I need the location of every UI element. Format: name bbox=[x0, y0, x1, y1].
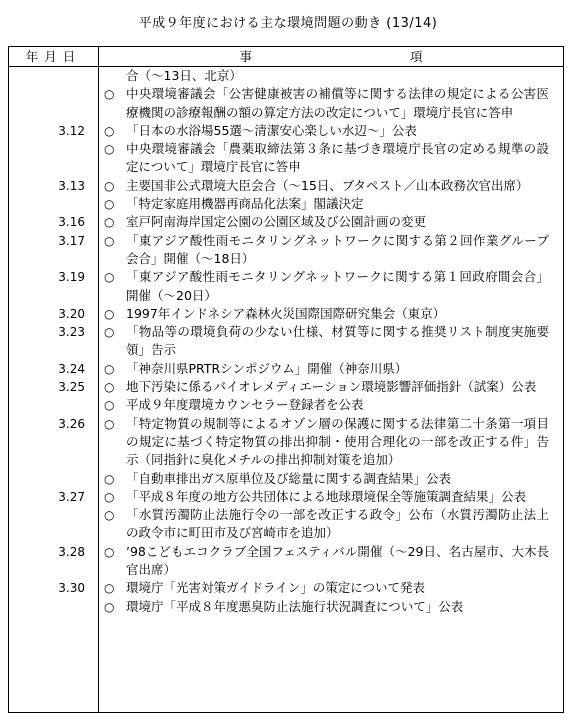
event-text: 「東アジア酸性雨モニタリングネットワークに関する第２回作業グループ会合」開催（～18日） bbox=[126, 232, 549, 266]
list-item bbox=[104, 378, 549, 396]
event-text: 1997年インドネシア森林火災国際国際研究集会（東京） bbox=[126, 305, 446, 321]
event-text: 「水質汚濁防止法施行令の一部を改正する政令」公布（水質汚濁防止法上の政令市に町田市及び宮崎市を追加） bbox=[126, 507, 549, 541]
list-item bbox=[104, 488, 549, 506]
event-text: 「神奈川県PRTRシンポジウム」開催（神奈川県） bbox=[126, 360, 408, 376]
table-row bbox=[9, 323, 563, 360]
table-row bbox=[9, 67, 563, 85]
list-item bbox=[104, 140, 549, 177]
row-content bbox=[99, 360, 563, 378]
row-date bbox=[9, 506, 99, 543]
header-event-1: 事 bbox=[239, 49, 253, 64]
table-row bbox=[9, 415, 563, 470]
list-item bbox=[104, 543, 549, 580]
event-text: 平成９年度環境カウンセラー登録者を公表 bbox=[126, 397, 364, 413]
list-item bbox=[104, 360, 549, 378]
row-content bbox=[99, 378, 563, 396]
bullet-icon: ○ bbox=[104, 416, 115, 431]
table-row bbox=[9, 360, 563, 378]
bullet-icon: ○ bbox=[104, 233, 115, 248]
bullet-icon: ○ bbox=[104, 178, 115, 193]
event-text: 中央環境審議会「農薬取締法第３条に基づき環境庁長官の定める規準の設定について」環境庁長官に答申 bbox=[126, 141, 549, 175]
list-item bbox=[104, 122, 549, 140]
row-date bbox=[9, 195, 99, 213]
bullet-icon: ○ bbox=[104, 471, 115, 486]
table-row bbox=[9, 470, 563, 488]
row-content bbox=[99, 470, 563, 488]
row-date: 3.16 bbox=[58, 215, 85, 230]
table-row bbox=[9, 213, 563, 231]
row-content bbox=[99, 488, 563, 506]
table-row bbox=[9, 195, 563, 213]
bullet-icon: ○ bbox=[104, 380, 115, 395]
list-item bbox=[104, 579, 549, 597]
header-date: 年月日 bbox=[9, 47, 99, 66]
row-content bbox=[99, 305, 563, 323]
list-item bbox=[104, 67, 549, 85]
row-content bbox=[99, 177, 563, 195]
bullet-icon: ○ bbox=[104, 544, 115, 559]
row-content bbox=[99, 213, 563, 231]
row-date: 3.17 bbox=[58, 233, 85, 248]
table-row bbox=[9, 598, 563, 616]
table-row bbox=[9, 543, 563, 580]
bullet-icon: ○ bbox=[104, 215, 115, 230]
row-content bbox=[99, 232, 563, 269]
row-content bbox=[99, 268, 563, 305]
table-row bbox=[9, 177, 563, 195]
row-date: 3.26 bbox=[58, 416, 85, 431]
list-item bbox=[104, 232, 549, 269]
row-date: 3.13 bbox=[58, 178, 85, 193]
row-date: 3.28 bbox=[58, 544, 85, 559]
list-item bbox=[104, 213, 549, 231]
table-body bbox=[9, 67, 563, 712]
row-date bbox=[9, 470, 99, 488]
row-content bbox=[99, 140, 563, 177]
table-row bbox=[9, 579, 563, 597]
row-content bbox=[99, 396, 563, 414]
event-text: 「日本の水浴場55選～清潔安心楽しい水辺～」公表 bbox=[126, 122, 417, 138]
list-item bbox=[104, 305, 549, 323]
event-text: 「特定家庭用機器再商品化法案」閣議決定 bbox=[126, 196, 364, 212]
events-table bbox=[8, 46, 564, 713]
row-date bbox=[9, 598, 99, 616]
row-content bbox=[99, 598, 563, 616]
event-text: 「東アジア酸性雨モニタリングネットワークに関する第１回政府間会合」開催（～20日） bbox=[126, 269, 549, 303]
table-row bbox=[9, 305, 563, 323]
row-content bbox=[99, 195, 563, 213]
event-text: 「特定物質の規制等によるオゾン層の保護に関する法律第二十条第一項目の規定に基づく特定物質の排出抑制・使用合理化の一部を改正する件」告示（同指針に臭化メチルの排出抑制対策を追加） bbox=[126, 415, 549, 468]
header-event bbox=[99, 47, 563, 66]
table-row bbox=[9, 488, 563, 506]
row-content bbox=[99, 85, 563, 122]
bullet-icon: ○ bbox=[104, 270, 115, 285]
event-text: ’98こどもエコクラブ全国フェスティバル開催（～29日、名古屋市、大木長官出席） bbox=[126, 543, 549, 578]
bullet-icon: ○ bbox=[104, 87, 115, 102]
row-date bbox=[9, 85, 99, 122]
event-text: 合（～13日、北京） bbox=[126, 68, 242, 83]
bullet-icon: ○ bbox=[104, 306, 115, 321]
row-date: 3.23 bbox=[58, 325, 85, 340]
row-content bbox=[99, 506, 563, 543]
row-date: 3.30 bbox=[58, 581, 85, 596]
row-content bbox=[99, 67, 563, 85]
bullet-icon: ○ bbox=[104, 581, 115, 596]
list-item bbox=[104, 177, 549, 195]
column-divider bbox=[98, 67, 99, 712]
table-row bbox=[9, 378, 563, 396]
list-item bbox=[104, 323, 549, 360]
bullet-icon: ○ bbox=[104, 197, 115, 212]
bullet-icon: ○ bbox=[104, 325, 115, 340]
row-content bbox=[99, 323, 563, 360]
bullet-icon: ○ bbox=[104, 123, 115, 138]
list-item bbox=[104, 415, 549, 470]
event-text: 主要国非公式環境大臣会合（～15日、ブタペスト／山本政務次官出席） bbox=[126, 177, 529, 193]
event-text: 「平成８年度の地方公共団体による地球環境保全等施策調査結果」公表 bbox=[126, 488, 527, 504]
list-item bbox=[104, 470, 549, 488]
bullet-icon: ○ bbox=[104, 508, 115, 523]
row-date: 3.27 bbox=[58, 489, 85, 504]
list-item bbox=[104, 506, 549, 543]
table-header bbox=[9, 47, 563, 67]
event-text: 環境庁「光害対策ガイドライン」の策定について発表 bbox=[126, 580, 426, 596]
event-text: 室戸阿南海岸国定公園の公園区域及び公園計画の変更 bbox=[126, 214, 427, 230]
bullet-icon: ○ bbox=[104, 398, 115, 413]
bullet-spacer bbox=[104, 67, 126, 85]
event-text: 中央環境審議会「公害健康被害の補償等に関する法律の規定による公害医療機関の診療報酬の額の算定方法の改定について」環境庁長官に答申 bbox=[126, 86, 549, 120]
row-date: 3.20 bbox=[58, 306, 85, 321]
row-date bbox=[9, 396, 99, 414]
bullet-icon: ○ bbox=[104, 599, 115, 614]
table-row bbox=[9, 232, 563, 269]
row-content bbox=[99, 543, 563, 580]
list-item bbox=[104, 195, 549, 213]
table-row bbox=[9, 506, 563, 543]
event-text: 環境庁「平成８年度悪臭防止法施行状況調査について」公表 bbox=[126, 598, 464, 614]
list-item bbox=[104, 598, 549, 616]
table-row bbox=[9, 85, 563, 122]
table-row bbox=[9, 268, 563, 305]
list-item bbox=[104, 85, 549, 122]
event-text: 「自動車排出ガス原単位及び総量に関する調査結果」公表 bbox=[126, 470, 452, 486]
table-row bbox=[9, 396, 563, 414]
row-content bbox=[99, 122, 563, 140]
header-event-2: 項 bbox=[409, 49, 423, 64]
list-item bbox=[104, 268, 549, 305]
table-row bbox=[9, 122, 563, 140]
row-content bbox=[99, 415, 563, 470]
row-date bbox=[9, 67, 99, 85]
bullet-icon: ○ bbox=[104, 142, 115, 157]
row-date: 3.12 bbox=[58, 123, 85, 138]
row-date: 3.25 bbox=[58, 380, 85, 395]
event-text: 地下汚染に係るバイオレメディエーション環境影響評価指針（試案）公表 bbox=[126, 379, 537, 395]
row-date: 3.24 bbox=[58, 361, 85, 376]
row-date: 3.19 bbox=[58, 270, 85, 285]
page-title: 平成９年度における主な環境問題の動き (13/14) bbox=[138, 16, 438, 31]
bullet-icon: ○ bbox=[104, 489, 115, 504]
list-item bbox=[104, 396, 549, 414]
row-content bbox=[99, 579, 563, 597]
event-text: 「物品等の環境負荷の少ない仕様、材質等に関する推奨リスト制度実施要領」告示 bbox=[126, 324, 549, 358]
table-row bbox=[9, 140, 563, 177]
bullet-icon: ○ bbox=[104, 361, 115, 376]
row-date bbox=[9, 140, 99, 177]
